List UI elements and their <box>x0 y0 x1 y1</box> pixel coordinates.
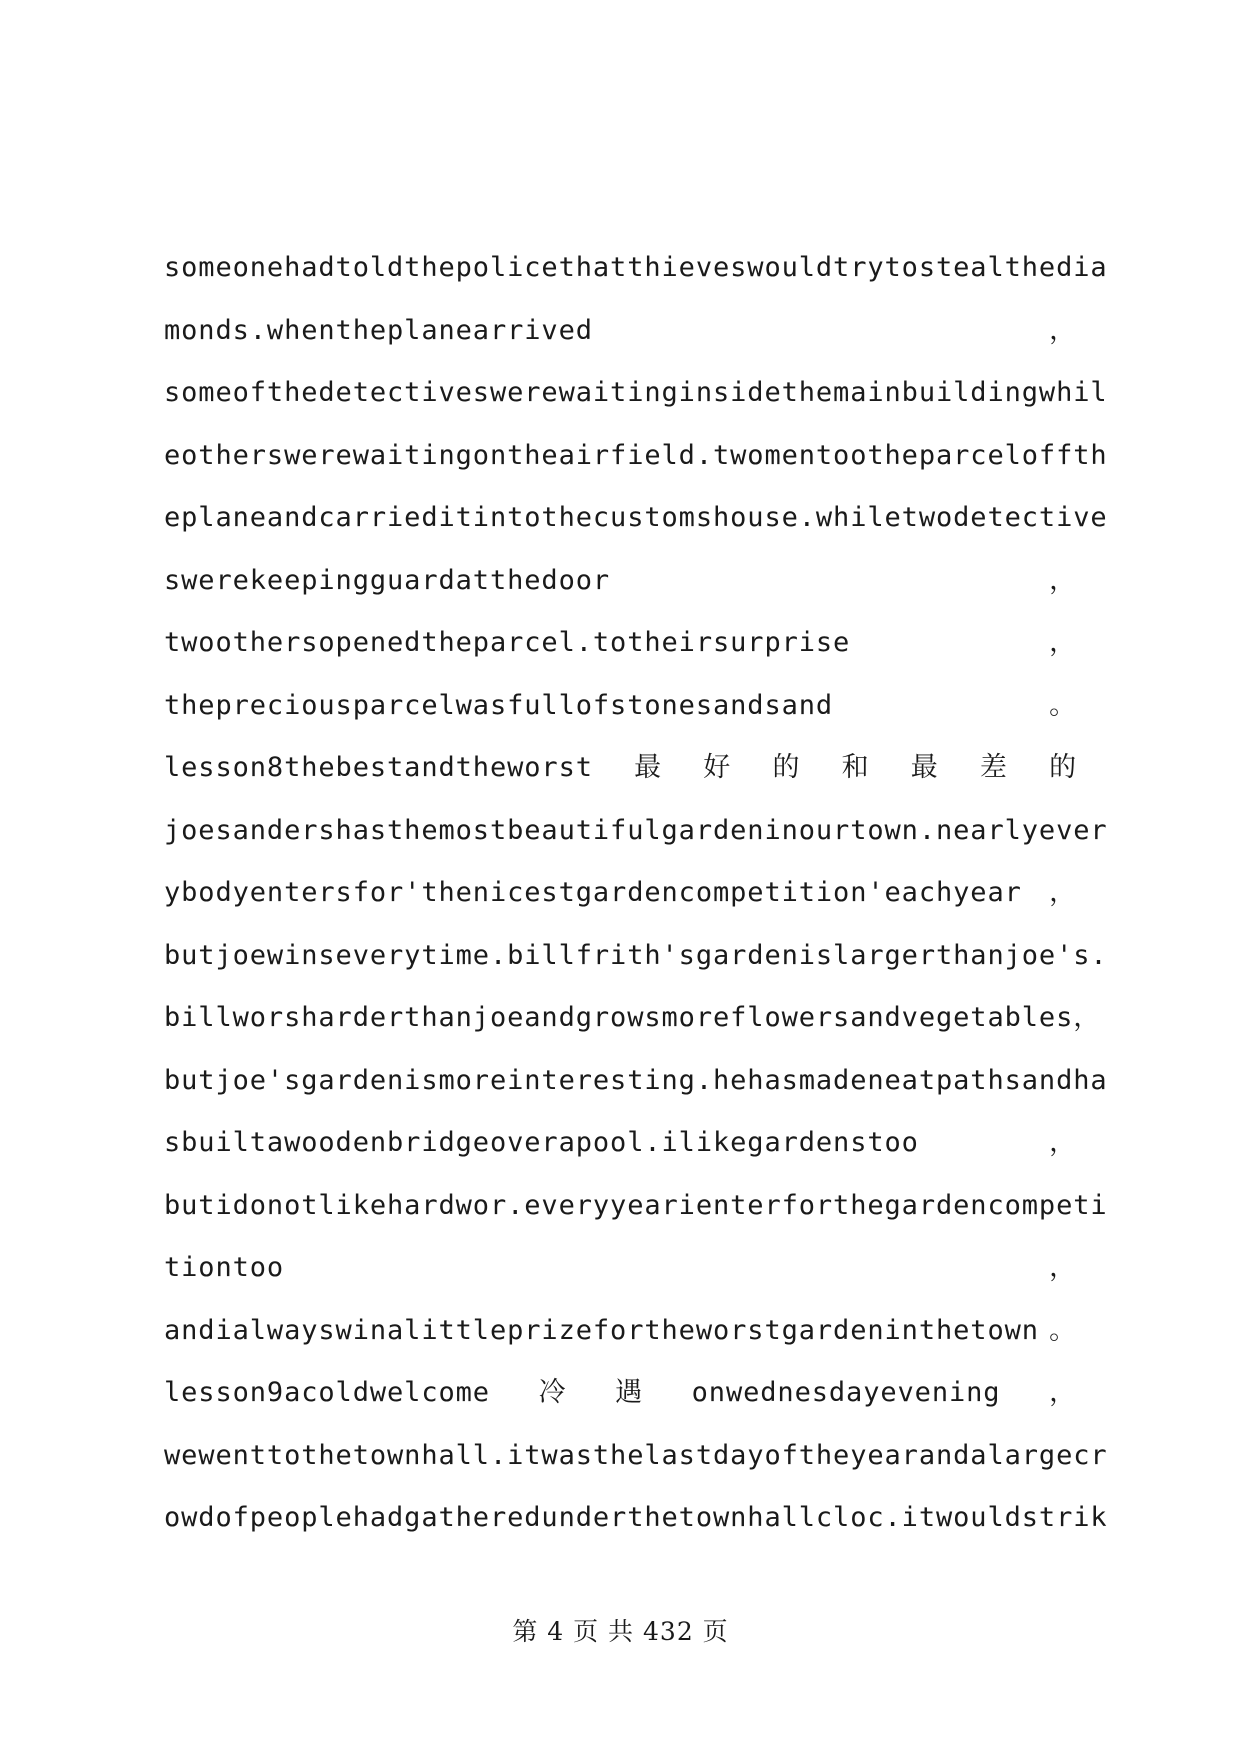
text-line-8 <box>164 675 1077 738</box>
text-line-6 <box>164 550 1077 613</box>
text-line-5: eplaneandcarrieditintothecustomshouse.whiletwodetective <box>164 502 1108 533</box>
punct-comma: ， <box>1049 1127 1077 1158</box>
lesson8-heading-line <box>164 737 1077 800</box>
punct-comma: ， <box>1049 1252 1077 1283</box>
text-line-7 <box>164 612 1077 675</box>
text-line-3: someofthedetectiveswerewaitinginsidethemainbuildingwhil <box>164 377 1108 408</box>
lesson8-cn-6: 差 <box>979 752 1008 783</box>
line-text: andialwayswinalittleprizefortheworstgardeninthetown <box>164 1314 1039 1346</box>
line-text: tiontoo <box>164 1252 285 1283</box>
lesson9-cn-2: 遇 <box>615 1377 644 1408</box>
text-line-1: someonehadtoldthepolicethatthieveswouldtrytostealthedia <box>164 252 1108 283</box>
text-line-14: butjoe'sgardenismoreinteresting.hehasmadeneatpathsandha <box>164 1064 1108 1096</box>
line-text: billworsharderthanjoeandgrowsmoreflowersandvegetables <box>164 1002 1074 1033</box>
text-line-4: eotherswerewaitingontheairfield.twomentootheparceloffth <box>164 439 1108 471</box>
line-text: twoothersopenedtheparcel.totheirsurprise <box>164 627 851 658</box>
line-text: thepreciousparcelwasfullofstonesandsand <box>164 689 834 721</box>
text-line-10: joesandershasthemostbeautifulgardeninourtown.nearlyever <box>164 814 1108 846</box>
punct-comma: ， <box>1049 627 1077 658</box>
text-line-2 <box>164 300 1077 363</box>
line-text: sbuiltawoodenbridgeoverapool.ilikegardenstoo <box>164 1127 919 1158</box>
text-line-17 <box>164 1237 1077 1300</box>
text-line-21: owdofpeoplehadgatheredunderthetownhallcloc.itwouldstrik <box>164 1502 1108 1533</box>
text-line-20: wewenttothetownhall.itwasthelastdayoftheyearandalargecr <box>164 1439 1108 1471</box>
lesson8-cn-5: 最 <box>910 752 939 783</box>
lesson9-title: lesson9acoldwelcome <box>164 1377 490 1408</box>
lesson9-cn-1: 冷 <box>538 1377 567 1408</box>
line-text: monds.whentheplanearrived <box>164 314 593 346</box>
punct-comma: ， <box>1049 564 1077 596</box>
text-line-15 <box>164 1112 1077 1175</box>
text-line-13 <box>164 987 1102 1050</box>
lesson9-tail: onwednesdayevening <box>691 1377 1001 1408</box>
lesson8-cn-1: 最 <box>634 752 663 783</box>
lesson8-cn-4: 和 <box>841 752 870 783</box>
line-text: ybodyentersfor'thenicestgardencompetition'eachyear <box>164 877 1022 908</box>
punct-comma: ， <box>1049 877 1077 908</box>
lesson8-cn-7: 的 <box>1049 752 1077 783</box>
page-footer: 第 4 页 共 432 页 <box>512 1617 729 1646</box>
punct-comma: ， <box>1049 1377 1077 1408</box>
line-text: swerekeepingguardatthedoor <box>164 564 611 596</box>
text-line-16: butidonotlikehardwor.everyyearienterforthegardencompeti <box>164 1189 1108 1221</box>
lesson9-heading-line <box>164 1362 1077 1425</box>
text-line-12: butjoewinseverytime.billfrith'sgardenislargerthanjoe's. <box>164 939 1108 971</box>
punct-comma: ， <box>1073 1002 1102 1033</box>
punct-period: 。 <box>1049 689 1077 721</box>
punct-comma: ， <box>1049 314 1077 346</box>
text-line-18 <box>164 1300 1077 1363</box>
body-text <box>164 237 1108 1550</box>
text-line-11 <box>164 862 1077 925</box>
lesson8-cn-2: 好 <box>703 752 732 783</box>
punct-period: 。 <box>1049 1314 1077 1346</box>
lesson8-title: lesson8thebestandtheworst <box>164 752 593 783</box>
lesson8-cn-3: 的 <box>772 752 801 783</box>
